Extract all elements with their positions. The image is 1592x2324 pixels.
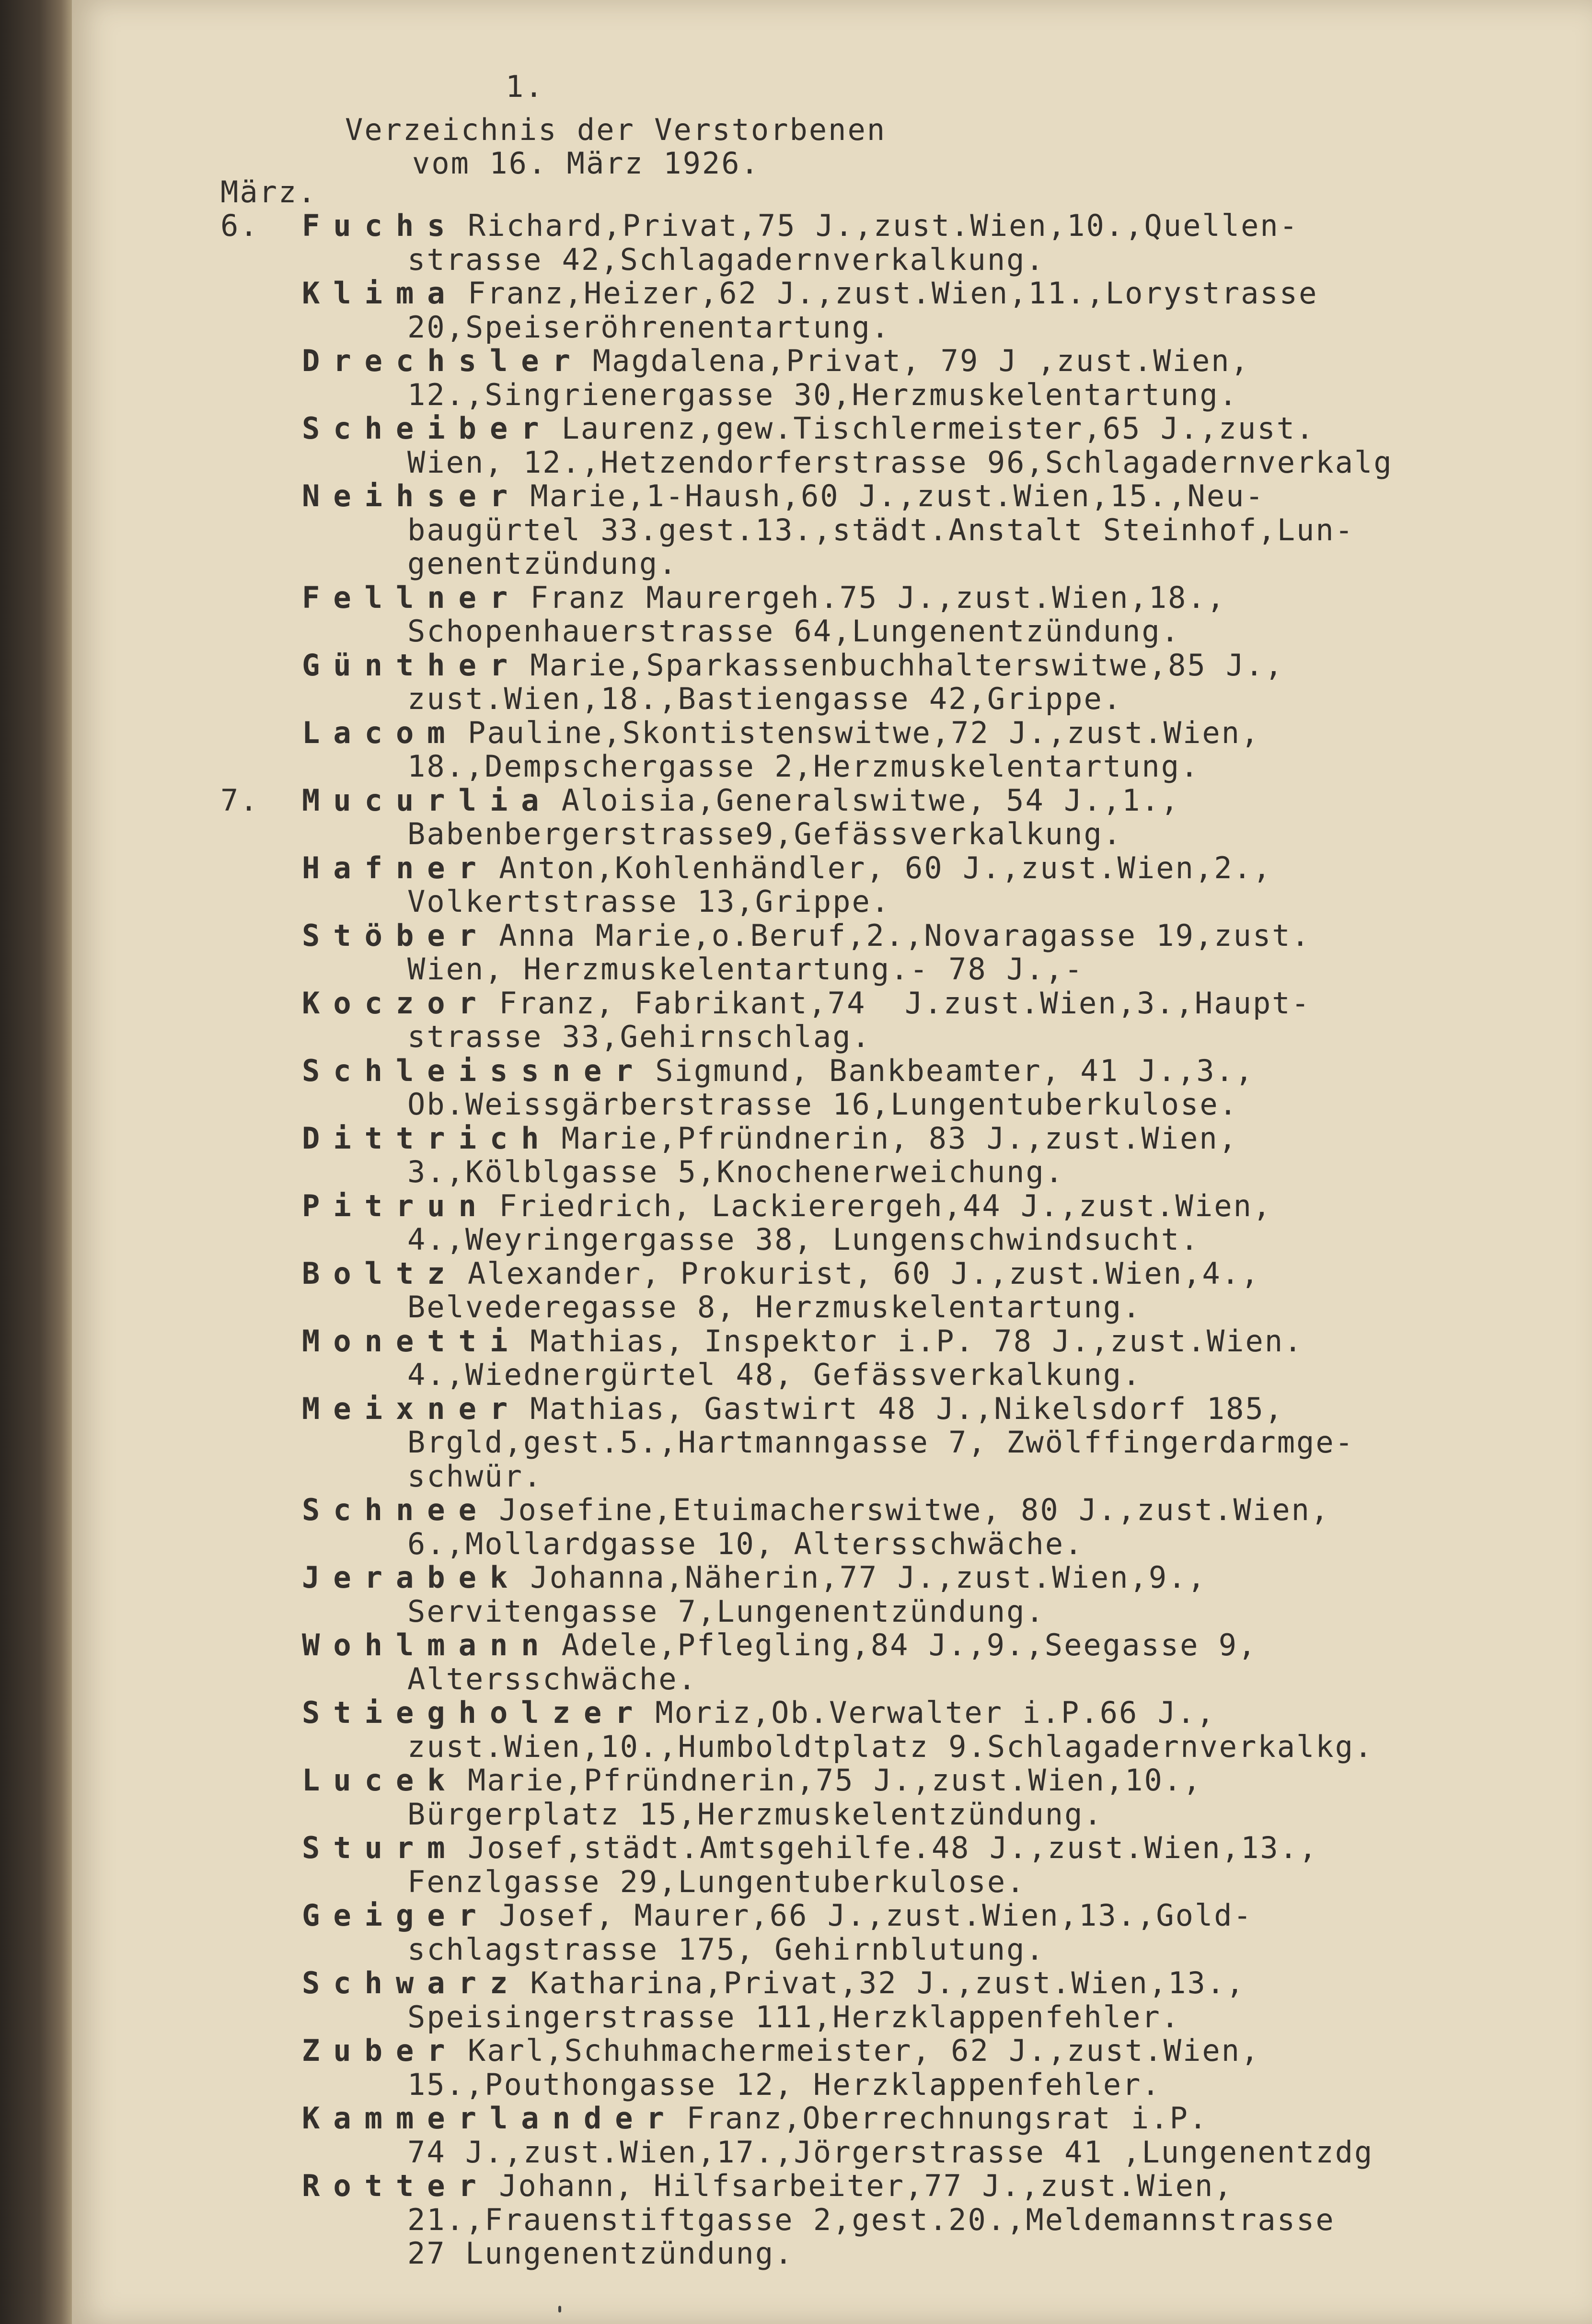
entry-surname: Meixner bbox=[302, 1391, 521, 1426]
entry-continuation: 4.,Wiednergürtel 48, Gefässverkalkung. bbox=[407, 1357, 1142, 1392]
entry-continuation: 20,Speiseröhrenentartung. bbox=[407, 309, 891, 345]
entry-surname: Klima bbox=[302, 276, 459, 311]
title-line-2: vom 16. März 1926. bbox=[412, 146, 760, 181]
entry-continuation: 4.,Weyringergasse 38, Lungenschwindsucht. bbox=[407, 1222, 1200, 1257]
entry-details: Karl,Schuhmachermeister, 62 J.,zust.Wien, bbox=[468, 2033, 1260, 2068]
entry-surname: Lacom bbox=[302, 715, 459, 750]
entry-surname: Pitrun bbox=[302, 1188, 490, 1223]
entry-day: 7. bbox=[220, 782, 259, 818]
entry-surname: Geiger bbox=[302, 1898, 490, 1933]
entry-continuation: 3.,Kölblgasse 5,Knochenerweichung. bbox=[407, 1154, 1065, 1189]
entry-continuation: Ob.Weissgärberstrasse 16,Lungentuberkulose. bbox=[407, 1087, 1239, 1122]
entry-surname: Jerabek bbox=[302, 1560, 521, 1595]
entry-continuation: Altersschwäche. bbox=[407, 1661, 697, 1697]
entry-surname: Drechsler bbox=[302, 343, 584, 378]
entry-details: Mathias, Inspektor i.P. 78 J.,zust.Wien. bbox=[530, 1323, 1304, 1359]
entry-surname: Dittrich bbox=[302, 1120, 553, 1156]
entry-surname: Monetti bbox=[302, 1323, 521, 1359]
entry-day: 6. bbox=[220, 208, 259, 243]
entry-continuation: 74 J.,zust.Wien,17.,Jörgerstrasse 41 ,Lungenentzdg bbox=[407, 2134, 1374, 2170]
entry-details: Alexander, Prokurist, 60 J.,zust.Wien,4., bbox=[468, 1255, 1260, 1291]
entry-details: Franz, Fabrikant,74 J.zust.Wien,3.,Haupt- bbox=[499, 985, 1311, 1021]
month-label: März. bbox=[220, 174, 317, 209]
entry-details: Josefine,Etuimacherswitwe, 80 J.,zust.Wien, bbox=[499, 1492, 1330, 1527]
entry-details: Moriz,Ob.Verwalter i.P.66 J., bbox=[655, 1695, 1216, 1730]
entry-details: Richard,Privat,75 J.,zust.Wien,10.,Quellen- bbox=[468, 208, 1299, 243]
document-page bbox=[72, 0, 1592, 2324]
entry-continuation: Wien, Herzmuskelentartung.- 78 J.,- bbox=[407, 952, 1084, 987]
entry-details: Marie,1-Haush,60 J.,zust.Wien,15.,Neu- bbox=[530, 478, 1265, 513]
entry-details: Katharina,Privat,32 J.,zust.Wien,13., bbox=[530, 1965, 1246, 2000]
entry-details: Laurenz,gew.Tischlermeister,65 J.,zust. bbox=[561, 411, 1315, 446]
entry-continuation: strasse 42,Schlagadernverkalkung. bbox=[407, 242, 1045, 277]
entry-continuation: 27 Lungenentzündung. bbox=[407, 2236, 794, 2271]
entry-continuation: baugürtel 33.gest.13.,städt.Anstalt Steinhof,Lun- bbox=[407, 512, 1355, 547]
entry-surname: Boltz bbox=[302, 1255, 459, 1291]
entry-surname: Stiegholzer bbox=[302, 1695, 646, 1730]
entry-surname: Fuchs bbox=[302, 208, 459, 243]
entry-continuation: Wien, 12.,Hetzendorferstrasse 96,Schlagadernverkalg bbox=[407, 444, 1393, 480]
entry-surname: Lucek bbox=[302, 1763, 459, 1798]
entry-continuation: Bürgerplatz 15,Herzmuskelentzündung. bbox=[407, 1796, 1103, 1832]
entry-surname: Schleissner bbox=[302, 1053, 646, 1088]
entry-surname: Rotter bbox=[302, 2168, 490, 2203]
entry-details: Adele,Pflegling,84 J.,9.,Seegasse 9, bbox=[561, 1627, 1257, 1662]
entry-surname: Mucurlia bbox=[302, 782, 553, 818]
entry-surname: Kammerlander bbox=[302, 2101, 678, 2136]
entry-continuation: Fenzlgasse 29,Lungentuberkulose. bbox=[407, 1864, 1026, 1899]
entry-details: Anna Marie,o.Beruf,2.,Novaragasse 19,zust. bbox=[499, 918, 1311, 953]
entry-continuation: 6.,Mollardgasse 10, Altersschwäche. bbox=[407, 1526, 1084, 1561]
entry-surname: Schnee bbox=[302, 1492, 490, 1527]
entry-details: Friedrich, Lackierergeh,44 J.,zust.Wien, bbox=[499, 1188, 1272, 1223]
entry-surname: Wohlmann bbox=[302, 1627, 553, 1662]
entry-details: Johann, Hilfsarbeiter,77 J.,zust.Wien, bbox=[499, 2168, 1234, 2203]
entry-continuation: 15.,Pouthongasse 12, Herzklappenfehler. bbox=[407, 2067, 1161, 2102]
entry-details: Magdalena,Privat, 79 J ,zust.Wien, bbox=[592, 343, 1250, 378]
entry-continuation: schlagstrasse 175, Gehirnblutung. bbox=[407, 1931, 1045, 1967]
entry-surname: Stöber bbox=[302, 918, 490, 953]
title-line-1: Verzeichnis der Verstorbenen bbox=[345, 112, 887, 147]
entry-details: Franz Maurergeh.75 J.,zust.Wien,18., bbox=[530, 580, 1226, 615]
entry-continuation: Schopenhauerstrasse 64,Lungenentzündung. bbox=[407, 614, 1181, 649]
page-number: 1. bbox=[506, 69, 544, 104]
entry-surname: Günther bbox=[302, 647, 521, 683]
entry-details: Pauline,Skontistenswitwe,72 J.,zust.Wien, bbox=[468, 715, 1260, 750]
entry-surname: Neihser bbox=[302, 478, 521, 513]
entry-details: Marie,Pfründnerin,75 J.,zust.Wien,10., bbox=[468, 1763, 1202, 1798]
ink-spot bbox=[558, 2306, 561, 2312]
entry-surname: Zuber bbox=[302, 2033, 459, 2068]
entry-details: Franz,Heizer,62 J.,zust.Wien,11.,Lorystrasse bbox=[468, 276, 1318, 311]
entry-continuation: Belvederegasse 8, Herzmuskelentartung. bbox=[407, 1290, 1142, 1325]
entry-continuation: Volkertstrasse 13,Grippe. bbox=[407, 884, 891, 919]
entry-continuation: 18.,Dempschergasse 2,Herzmuskelentartung. bbox=[407, 749, 1200, 784]
entry-details: Josef,städt.Amtsgehilfe.48 J.,zust.Wien,13., bbox=[468, 1830, 1318, 1865]
entry-details: Aloisia,Generalswitwe, 54 J.,1., bbox=[561, 782, 1180, 818]
book-binding bbox=[0, 0, 72, 2324]
entry-details: Sigmund, Bankbeamter, 41 J.,3., bbox=[655, 1053, 1255, 1088]
typed-text bbox=[72, 0, 1592, 2324]
entry-continuation: Babenbergerstrasse9,Gefässverkalkung. bbox=[407, 816, 1123, 851]
entry-surname: Koczor bbox=[302, 985, 490, 1021]
entry-continuation: Brgld,gest.5.,Hartmanngasse 7, Zwölffingerdarmge- bbox=[407, 1425, 1355, 1460]
entry-surname: Schwarz bbox=[302, 1965, 521, 2000]
entry-continuation: 21.,Frauenstiftgasse 2,gest.20.,Meldemannstrasse bbox=[407, 2202, 1335, 2237]
entry-details: Mathias, Gastwirt 48 J.,Nikelsdorf 185, bbox=[530, 1391, 1284, 1426]
entry-details: Franz,Oberrechnungsrat i.P. bbox=[686, 2101, 1209, 2136]
entry-details: Marie,Pfründnerin, 83 J.,zust.Wien, bbox=[561, 1120, 1238, 1156]
entry-details: Marie,Sparkassenbuchhalterswitwe,85 J., bbox=[530, 647, 1284, 683]
entry-continuation: schwür. bbox=[407, 1458, 543, 1494]
entry-details: Anton,Kohlenhändler, 60 J.,zust.Wien,2., bbox=[499, 850, 1272, 885]
entry-surname: Scheiber bbox=[302, 411, 553, 446]
entry-continuation: zust.Wien,10.,Humboldtplatz 9.Schlagadernverkalkg. bbox=[407, 1729, 1374, 1764]
entry-surname: Fellner bbox=[302, 580, 521, 615]
entry-continuation: strasse 33,Gehirnschlag. bbox=[407, 1019, 871, 1054]
entry-surname: Hafner bbox=[302, 850, 490, 885]
entry-details: Johanna,Näherin,77 J.,zust.Wien,9., bbox=[530, 1560, 1207, 1595]
entry-continuation: Servitengasse 7,Lungenentzündung. bbox=[407, 1593, 1045, 1629]
entry-continuation: zust.Wien,18.,Bastiengasse 42,Grippe. bbox=[407, 681, 1123, 716]
entry-continuation: 12.,Singrienergasse 30,Herzmuskelentartung. bbox=[407, 377, 1239, 412]
entry-surname: Sturm bbox=[302, 1830, 459, 1865]
entry-continuation: genentzündung. bbox=[407, 546, 678, 581]
entry-continuation: Speisingerstrasse 111,Herzklappenfehler. bbox=[407, 1999, 1181, 2034]
entry-details: Josef, Maurer,66 J.,zust.Wien,13.,Gold- bbox=[499, 1898, 1253, 1933]
